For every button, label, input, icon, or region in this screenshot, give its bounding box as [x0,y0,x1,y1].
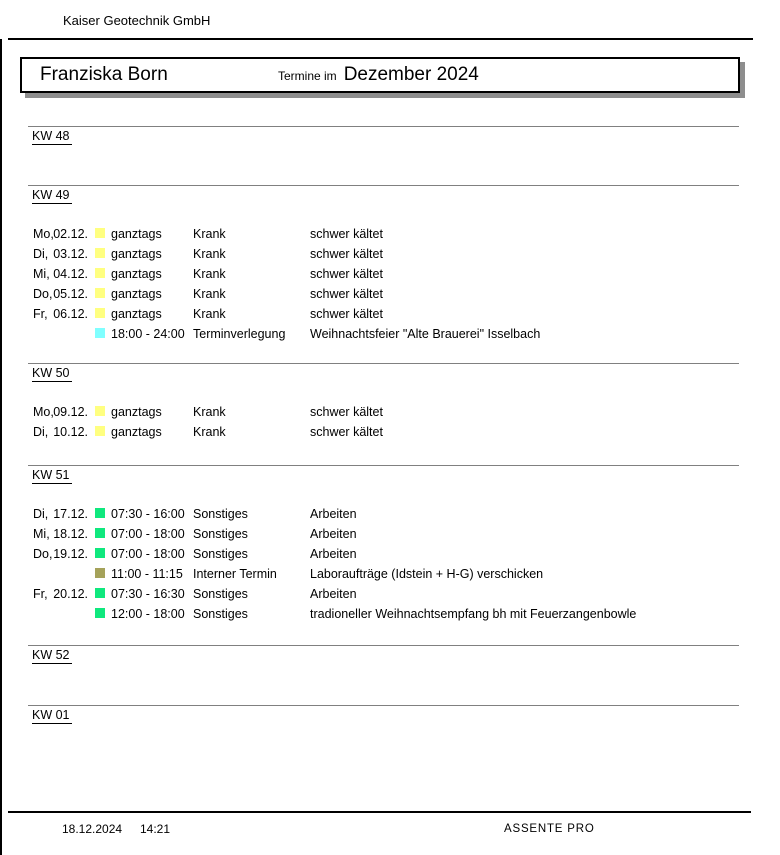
entry-date: 10.12. [53,425,88,439]
entry-date: 19.12. [53,547,88,561]
entry-weekday: Fr, [33,307,48,321]
category-color-swatch [95,406,105,416]
entry-weekday: Fr, [33,587,48,601]
entry-date: 17.12. [53,507,88,521]
entry-category: Krank [193,405,226,419]
week-label: KW 48 [32,129,70,143]
entry-category: Sonstiges [193,507,248,521]
report-title [278,64,479,86]
entry-category: Terminverlegung [193,327,286,341]
entry-description: schwer kältet [310,405,383,419]
entry-description: schwer kältet [310,247,383,261]
top-rule [8,38,753,40]
entry-category: Sonstiges [193,587,248,601]
entry-weekday: Di, [33,507,49,521]
entry-category: Krank [193,227,226,241]
week-label: KW 50 [32,366,70,380]
app-name: ASSENTE PRO [504,823,595,835]
entry-weekday: Mi, [33,527,50,541]
entry-time: ganztags [111,405,162,419]
week-label: KW 52 [32,648,70,662]
entry-date: 18.12. [53,527,88,541]
category-color-swatch [95,528,105,538]
entry-weekday: Mo, [33,405,54,419]
entry-row [0,304,760,324]
category-color-swatch [95,568,105,578]
person-name: Franziska Born [40,64,168,85]
week-rule [28,645,739,646]
entry-time: ganztags [111,227,162,241]
entry-row [0,604,760,624]
category-color-swatch [95,588,105,598]
category-color-swatch [95,328,105,338]
entry-time: 07:30 - 16:00 [111,507,185,521]
entry-date: 04.12. [53,267,88,281]
entry-row [0,284,760,304]
entry-row [0,264,760,284]
report-title-month: Dezember 2024 [343,64,479,85]
category-color-swatch [95,268,105,278]
entry-row [0,244,760,264]
entry-category: Sonstiges [193,547,248,561]
entry-description: Arbeiten [310,507,357,521]
entry-description: Arbeiten [310,587,357,601]
entry-description: Laboraufträge (Idstein + H-G) verschicken [310,567,544,581]
category-color-swatch [95,308,105,318]
report-title-prefix: Termine im [278,69,337,83]
entry-description: schwer kältet [310,425,383,439]
category-color-swatch [95,426,105,436]
entry-row [0,504,760,524]
page-left-border [0,39,2,855]
entry-time: 18:00 - 24:00 [111,327,185,341]
entry-time: ganztags [111,287,162,301]
entry-time: 07:00 - 18:00 [111,527,185,541]
entry-time: ganztags [111,307,162,321]
entry-category: Krank [193,267,226,281]
entry-time: 12:00 - 18:00 [111,607,185,621]
entry-date: 20.12. [53,587,88,601]
week-rule [28,705,739,706]
company-name: Kaiser Geotechnik GmbH [63,13,211,28]
footer-rule [8,811,751,813]
entry-row [0,224,760,244]
entry-weekday: Di, [33,425,49,439]
entry-weekday: Do, [33,547,53,561]
week-rule [28,363,739,364]
week-label: KW 01 [32,708,70,722]
entry-date: 06.12. [53,307,88,321]
entry-date: 03.12. [53,247,88,261]
entry-category: Krank [193,287,226,301]
entry-description: tradioneller Weihnachtsempfang bh mit Feuerzangenbowle [310,607,637,621]
entry-category: Krank [193,425,226,439]
week-label: KW 51 [32,468,70,482]
entry-date: 05.12. [53,287,88,301]
entry-time: 11:00 - 11:15 [111,567,183,581]
entry-category: Sonstiges [193,527,248,541]
entry-time: 07:00 - 18:00 [111,547,185,561]
entry-row [0,324,760,344]
entry-row [0,422,760,442]
entry-weekday: Do, [33,287,53,301]
entry-row [0,564,760,584]
category-color-swatch [95,508,105,518]
entry-time: ganztags [111,425,162,439]
week-rule [28,465,739,466]
entry-row [0,402,760,422]
entry-date: 09.12. [53,405,88,419]
title-box [20,57,740,93]
category-color-swatch [95,288,105,298]
entry-category: Krank [193,247,226,261]
entry-row [0,524,760,544]
entry-description: Arbeiten [310,547,357,561]
entry-time: ganztags [111,247,162,261]
entry-time: ganztags [111,267,162,281]
entry-description: Weihnachtsfeier "Alte Brauerei" Isselbach [310,327,541,341]
entry-weekday: Mo, [33,227,54,241]
entry-row [0,544,760,564]
footer-time: 14:21 [140,822,171,836]
entry-category: Krank [193,307,226,321]
week-label: KW 49 [32,188,70,202]
entry-description: Arbeiten [310,527,357,541]
entry-date: 02.12. [53,227,88,241]
category-color-swatch [95,548,105,558]
entry-row [0,584,760,604]
entry-category: Sonstiges [193,607,248,621]
entry-time: 07:30 - 16:30 [111,587,185,601]
entry-description: schwer kältet [310,267,383,281]
entry-description: schwer kältet [310,287,383,301]
category-color-swatch [95,608,105,618]
entry-description: schwer kältet [310,307,383,321]
entry-description: schwer kältet [310,227,383,241]
entry-weekday: Mi, [33,267,50,281]
week-rule [28,126,739,127]
category-color-swatch [95,228,105,238]
entry-weekday: Di, [33,247,49,261]
category-color-swatch [95,248,105,258]
week-rule [28,185,739,186]
footer-date: 18.12.2024 [62,822,123,836]
entry-category: Interner Termin [193,567,277,581]
